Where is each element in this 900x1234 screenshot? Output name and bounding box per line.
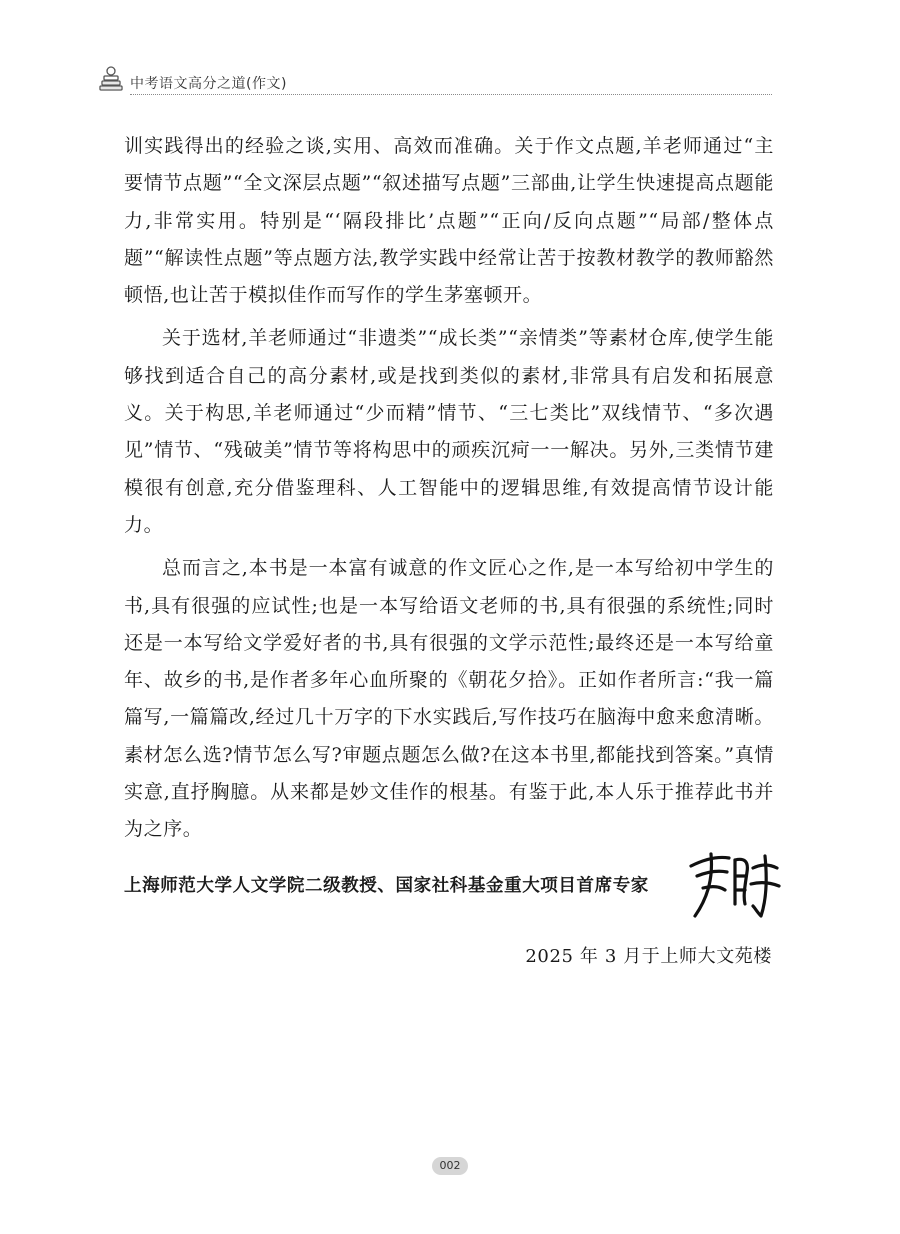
running-header: [96, 62, 772, 96]
page-number: 002: [432, 1157, 468, 1175]
paragraph-1: 训实践得出的经验之谈,实用、高效而准确。关于作文点题,羊老师通过“主要情节点题”“全文深层点题”“叙述描写点题”三部曲,让学生快速提高点题能力,非常实用。特别是“‘隔段排比’点题”“正向/反向点题”“局部/整体点题”“解读性点题”等点题方法,教学实践中经常让苦于按教材教学的教师豁然顿悟,也让苦于模拟佳作而写作的学生茅塞顿开。: [124, 135, 774, 307]
handwritten-signature: [683, 846, 783, 924]
book-stack-icon: [96, 64, 126, 94]
paragraph-2: 关于选材,羊老师通过“非遗类”“成长类”“亲情类”等素材仓库,使学生能够找到适合自己的高分素材,或是找到类似的素材,非常具有启发和拓展意义。关于构思,羊老师通过“少而精”情节、“三七类比”双线情节、“多次遇见”情节、“残破美”情节等将构思中的顽疾沉疴一一解决。另外,三类情节建模很有创意,充分借鉴理科、人工智能中的逻辑思维,有效提高情节设计能力。: [124, 327, 774, 536]
date-place-line: 2025 年 3 月于上师大文苑楼: [525, 946, 772, 967]
body-text: [124, 128, 774, 855]
author-affiliation: 上海师范大学人文学院二级教授、国家社科基金重大项目首席专家: [124, 876, 649, 896]
header-divider: [130, 94, 772, 95]
paragraph-3: 总而言之,本书是一本富有诚意的作文匠心之作,是一本写给初中学生的书,具有很强的应试性;也是一本写给语文老师的书,具有很强的系统性;同时还是一本写给文学爱好者的书,具有很强的文学示范性;最终还是一本写给童年、故乡的书,是作者多年心血所聚的《朝花夕拾》。正如作者所言:“我一篇篇写,一篇篇改,经过几十万字的下水实践后,写作技巧在脑海中愈来愈清晰。素材怎么选?情节怎么写?审题点题怎么做?在这本书里,都能找到答案。”真情实意,直抒胸臆。从来都是妙文佳作的根基。有鉴于此,本人乐于推荐此书并为之序。: [124, 557, 774, 841]
running-header-title: 中考语文高分之道(作文): [130, 76, 287, 92]
